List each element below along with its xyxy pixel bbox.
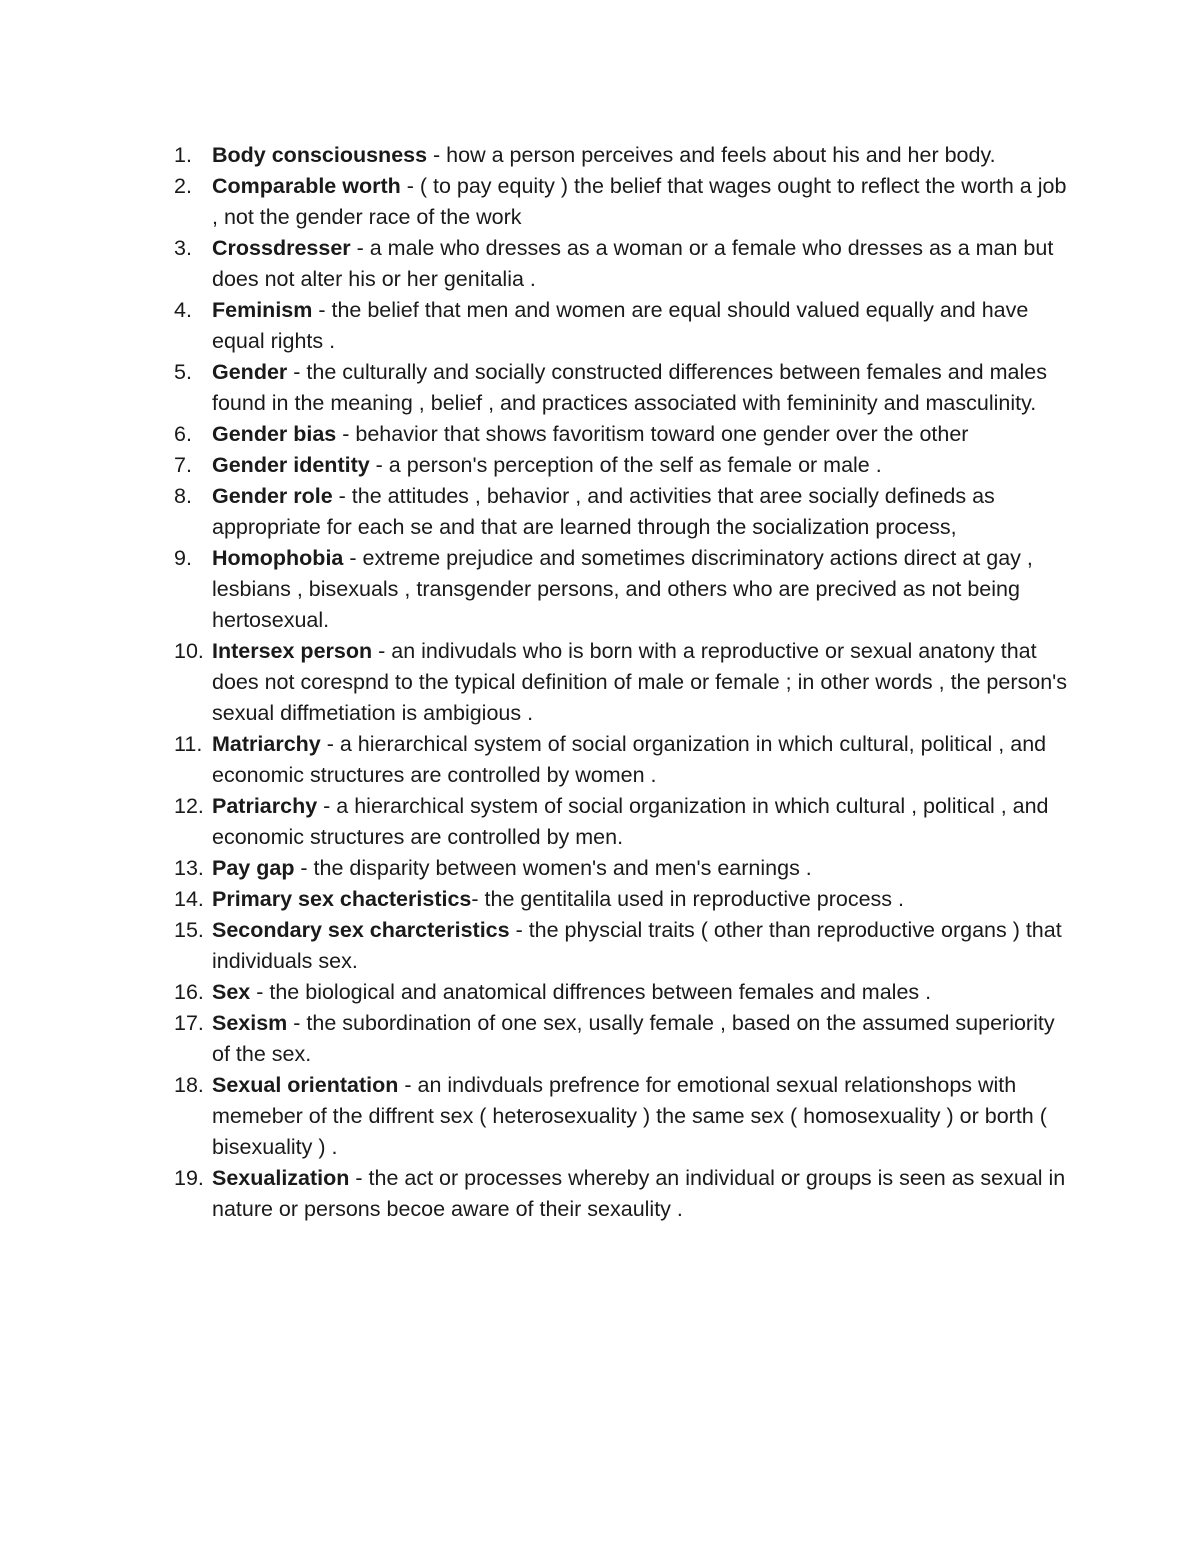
glossary-entry [174, 357, 1074, 419]
entry-number: 18. [174, 1073, 204, 1097]
entry-number: 14. [174, 887, 204, 911]
glossary-list [174, 140, 1074, 1225]
glossary-entry [174, 171, 1074, 233]
entry-term: Gender identity [212, 453, 370, 477]
entry-term: Primary sex chacteristics [212, 887, 472, 911]
entry-term: Homophobia [212, 546, 344, 570]
entry-term: Body consciousness [212, 143, 428, 167]
entry-definition: - the gentitalila used in reproductive process . [471, 887, 904, 911]
entry-number: 9. [174, 546, 192, 570]
entry-number: 12. [174, 794, 204, 818]
entry-definition: - the biological and anatomical diffrences between females and males . [250, 980, 932, 1004]
entry-term: Pay gap [212, 856, 295, 880]
glossary-entry [174, 295, 1074, 357]
entry-number: 8. [174, 484, 192, 508]
glossary-entry [174, 853, 1074, 884]
entry-term: Patriarchy [212, 794, 318, 818]
entry-term: Sex [212, 980, 251, 1004]
entry-definition: - extreme prejudice and sometimes discriminatory actions direct at gay , lesbians , bisexuals , transgender persons, and others who are precived as not being hertosexual. [212, 546, 1033, 632]
entry-term: Gender [212, 360, 288, 384]
entry-number: 13. [174, 856, 204, 880]
entry-term: Comparable worth [212, 174, 401, 198]
entry-number: 2. [174, 174, 192, 198]
entry-term: Crossdresser [212, 236, 351, 260]
entry-definition: - the physcial traits ( other than reproductive organs ) that individuals sex. [212, 918, 1062, 973]
glossary-entry [174, 481, 1074, 543]
glossary-entry [174, 636, 1074, 729]
entry-number: 11. [174, 732, 203, 756]
glossary-entry [174, 140, 1074, 171]
glossary-entry [174, 543, 1074, 636]
entry-number: 3. [174, 236, 192, 260]
entry-term: Gender role [212, 484, 333, 508]
glossary-entry [174, 1163, 1074, 1225]
entry-term: Sexualization [212, 1166, 350, 1190]
entry-definition: - a person's perception of the self as female or male . [369, 453, 882, 477]
entry-number: 7. [174, 453, 192, 477]
entry-term: Feminism [212, 298, 313, 322]
entry-number: 15. [174, 918, 204, 942]
entry-definition: - the belief that men and women are equal should valued equally and have equal rights . [212, 298, 1029, 353]
entry-term: Sexual orientation [212, 1073, 399, 1097]
entry-definition: - a hierarchical system of social organization in which cultural , political , and economic structures are controlled by men. [212, 794, 1049, 849]
entry-definition: - how a person perceives and feels about his and her body. [427, 143, 996, 167]
entry-definition: - an indivudals who is born with a reproductive or sexual anatony that does not corespnd to the typical definition of male or female ; in other words , the person's sexual diffmetiation is ambigious . [212, 639, 1068, 725]
glossary-entry [174, 884, 1074, 915]
entry-number: 1. [174, 143, 192, 167]
glossary-entry [174, 729, 1074, 791]
entry-definition: - the act or processes whereby an individual or groups is seen as sexual in nature or persons becoe aware of their sexaulity . [212, 1166, 1066, 1221]
entry-definition: - a hierarchical system of social organization in which cultural, political , and economic structures are controlled by women . [212, 732, 1047, 787]
glossary-entry [174, 977, 1074, 1008]
glossary-entry [174, 1070, 1074, 1163]
entry-definition: - the subordination of one sex, usally female , based on the assumed superiority of the sex. [212, 1011, 1055, 1066]
entry-term: Intersex person [212, 639, 373, 663]
glossary-entry [174, 233, 1074, 295]
entry-number: 4. [174, 298, 192, 322]
entry-definition: - the attitudes , behavior , and activities that aree socially defineds as appropriate for each se and that are learned through the socialization process, [212, 484, 995, 539]
glossary-entry [174, 791, 1074, 853]
entry-number: 10. [174, 639, 204, 663]
glossary-entry [174, 915, 1074, 977]
entry-term: Sexism [212, 1011, 288, 1035]
glossary-entry [174, 450, 1074, 481]
entry-definition: - the disparity between women's and men's earnings . [294, 856, 812, 880]
entry-definition: - ( to pay equity ) the belief that wages ought to reflect the worth a job , not the gender race of the work [212, 174, 1067, 229]
entry-number: 16. [174, 980, 204, 1004]
entry-number: 5. [174, 360, 192, 384]
entry-term: Gender bias [212, 422, 337, 446]
entry-term: Secondary sex charcteristics [212, 918, 510, 942]
entry-term: Matriarchy [212, 732, 321, 756]
entry-number: 17. [174, 1011, 204, 1035]
entry-definition: - the culturally and socially constructed differences between females and males found in the meaning , belief , and practices associated with femininity and masculinity. [212, 360, 1047, 415]
entry-definition: - behavior that shows favoritism toward one gender over the other [336, 422, 969, 446]
entry-definition: - a male who dresses as a woman or a female who dresses as a man but does not alter his or her genitalia . [212, 236, 1054, 291]
entry-definition: - an indivduals prefrence for emotional sexual relationshops with memeber of the diffrent sex ( heterosexuality ) the same sex ( homosexuality ) or borth ( bisexuality ) . [212, 1073, 1047, 1159]
entry-number: 6. [174, 422, 192, 446]
glossary-entry [174, 419, 1074, 450]
glossary-entry [174, 1008, 1074, 1070]
entry-number: 19. [174, 1166, 204, 1190]
